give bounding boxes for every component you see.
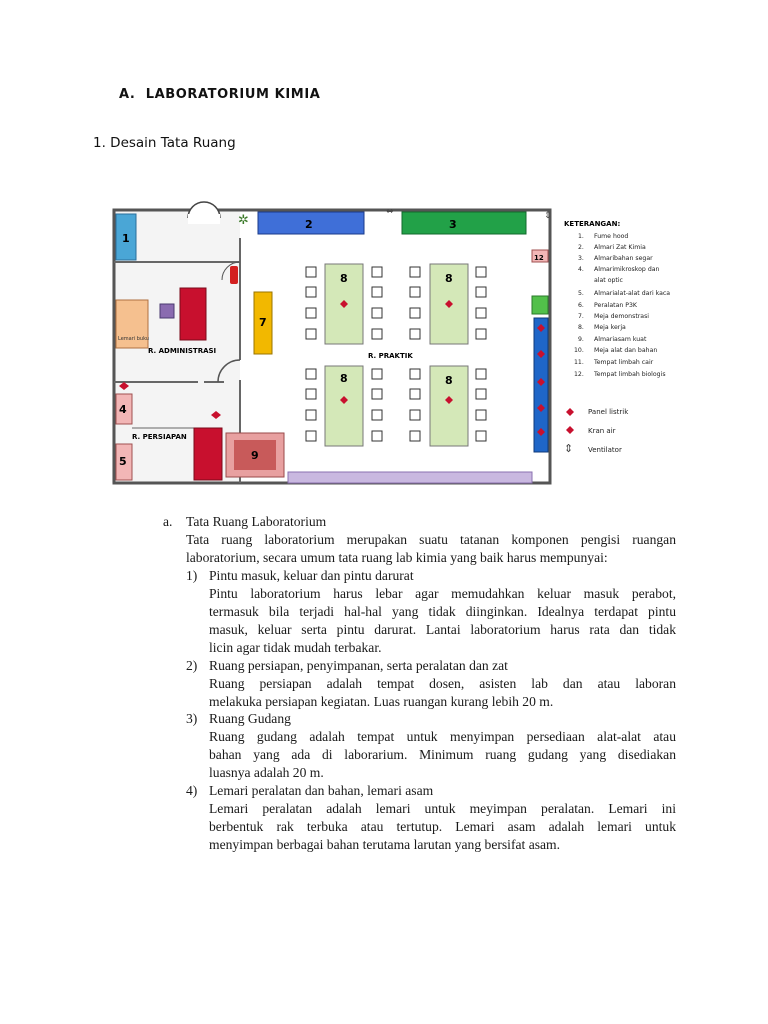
svg-text:11.: 11. bbox=[574, 359, 584, 366]
section-number: A. bbox=[119, 87, 136, 102]
item-12-label: 12 bbox=[534, 254, 544, 262]
room-persiapan-label: R. PERSIAPAN bbox=[132, 433, 187, 441]
plant-icon: ✲ bbox=[238, 213, 249, 228]
svg-text:6.: 6. bbox=[578, 302, 584, 309]
svg-text:3.: 3. bbox=[578, 255, 584, 262]
section-title: LABORATORIUM KIMIA bbox=[145, 87, 321, 102]
subsection-marker: a. bbox=[163, 514, 173, 529]
subheading: 1. Desain Tata Ruang bbox=[93, 135, 236, 151]
svg-text:8.: 8. bbox=[578, 324, 584, 331]
panel-legend-label: Panel listrik bbox=[588, 408, 629, 416]
svg-text:10.: 10. bbox=[574, 347, 584, 354]
item-1-title: Pintu masuk, keluar dan pintu darurat bbox=[209, 568, 414, 583]
item-1-line: Pintu laboratorium harus lebar agar memudahkan keluar masuk perabot, bbox=[209, 586, 676, 601]
svg-text:8: 8 bbox=[340, 272, 348, 285]
kran-legend-label: Kran air bbox=[588, 427, 616, 435]
acid-cabinet-red bbox=[194, 428, 222, 480]
svg-text:2.: 2. bbox=[578, 244, 584, 251]
item-2-label: 2 bbox=[305, 218, 313, 231]
item-11-liquid-waste bbox=[532, 296, 548, 314]
item-2-line: melakuka persiapan kegiatan. Luas ruangan kurang lebih 20 m. bbox=[209, 694, 554, 709]
svg-text:9.: 9. bbox=[578, 336, 584, 343]
item-1-line: termasuk bila terjadi hal-hal yang tidak diinginkan. Idealnya terdapat pintu bbox=[209, 604, 676, 619]
ventilator-icon: ⇔ bbox=[386, 207, 394, 217]
legend-list bbox=[574, 233, 670, 378]
item-1-line: licin agar tidak mudah terbakar. bbox=[209, 640, 382, 655]
intro-line-1: Tata ruang laboratorium merupakan suatu tatanan komponen pengisi ruangan bbox=[186, 532, 676, 547]
ventilator-legend-label: Ventilator bbox=[588, 446, 622, 454]
svg-text:Meja kerja: Meja kerja bbox=[594, 324, 626, 331]
bottom-shelf bbox=[288, 472, 532, 483]
item-2-marker: 2) bbox=[186, 658, 198, 673]
subsection-title: Tata Ruang Laboratorium bbox=[186, 514, 327, 529]
svg-text:Tempat limbah cair: Tempat limbah cair bbox=[594, 359, 654, 366]
item-1-marker: 1) bbox=[186, 568, 198, 583]
item-9-label: 9 bbox=[251, 449, 259, 462]
intro-line-2: laboratorium, secara umum tata ruang lab kimia yang baik harus mempunyai: bbox=[186, 550, 608, 565]
item-2-line: Ruang persiapan adalah tempat dosen, asisten lab dan atau laboran bbox=[209, 676, 676, 691]
svg-text:Almariasam kuat: Almariasam kuat bbox=[594, 336, 647, 343]
item-3-label: 3 bbox=[449, 218, 457, 231]
item-3-title: Ruang Gudang bbox=[209, 711, 291, 726]
item-3-line: Ruang gudang adalah tempat untuk menyimpan persediaan alat-alat atau bbox=[209, 729, 676, 744]
svg-text:7.: 7. bbox=[578, 313, 584, 320]
item-2-title: Ruang persiapan, penyimpanan, serta peralatan dan zat bbox=[209, 658, 508, 673]
item-3-line: bahan yang ada di laborarium. Minimum ruang gudang yang disediakan bbox=[209, 747, 676, 762]
item-4-line: Lemari peralatan adalah lemari untuk meyimpan peralatan. Lemari ini bbox=[209, 801, 676, 816]
admin-desk bbox=[180, 288, 206, 340]
bookshelf-label: Lemari buku bbox=[118, 336, 149, 342]
svg-text:Almaribahan segar: Almaribahan segar bbox=[594, 255, 653, 262]
item-1-label: 1 bbox=[122, 232, 130, 245]
item-3-marker: 3) bbox=[186, 711, 198, 726]
item-4-marker: 4) bbox=[186, 783, 198, 798]
extinguisher-icon bbox=[230, 266, 238, 284]
svg-text:Tempat limbah biologis: Tempat limbah biologis bbox=[594, 371, 666, 378]
item-4-label: 4 bbox=[119, 403, 127, 416]
item-7-label: 7 bbox=[259, 316, 267, 329]
svg-text:Fume hood: Fume hood bbox=[594, 233, 629, 240]
svg-text:5.: 5. bbox=[578, 290, 584, 297]
ventilator-icon-2: ⇕ bbox=[544, 211, 552, 221]
svg-text:Almari Zat Kimia: Almari Zat Kimia bbox=[594, 244, 646, 251]
item-3-line: luasnya adalah 20 m. bbox=[209, 765, 324, 780]
svg-text:12.: 12. bbox=[574, 371, 584, 378]
svg-text:Almarimikroskop dan: Almarimikroskop dan bbox=[594, 266, 660, 273]
svg-text:Meja demonstrasi: Meja demonstrasi bbox=[594, 313, 650, 320]
section-heading bbox=[119, 87, 320, 102]
svg-text:8: 8 bbox=[340, 372, 348, 385]
svg-text:alat optic: alat optic bbox=[594, 277, 623, 284]
svg-text:Almarialat-alat dari kaca: Almarialat-alat dari kaca bbox=[594, 290, 671, 297]
item-4-title: Lemari peralatan dan bahan, lemari asam bbox=[209, 783, 434, 798]
admin-chair bbox=[160, 304, 174, 318]
item-4-line: menyimpan berbagai bahan terutama larutan yang bersifat asam. bbox=[209, 837, 561, 852]
lab-floor-plan bbox=[112, 200, 671, 483]
item-3-cabinet bbox=[402, 212, 526, 234]
item-5-label: 5 bbox=[119, 455, 127, 468]
room-praktik-label: R. PRAKTIK bbox=[368, 352, 413, 360]
item-1-line: masuk, keluar serta pintu darurat. Lantai laboratorium harus rata dan tidak bbox=[209, 622, 676, 637]
legend-title: KETERANGAN: bbox=[564, 220, 621, 228]
svg-text:4.: 4. bbox=[578, 266, 584, 273]
svg-text:8: 8 bbox=[445, 374, 453, 387]
ventilator-legend-icon: ⇕ bbox=[564, 442, 574, 455]
svg-text:1.: 1. bbox=[578, 233, 584, 240]
item-4-line: berbentuk rak terbuka atau tertutup. Lemari asam adalah lemari untuk bbox=[209, 819, 676, 834]
svg-text:Peralatan P3K: Peralatan P3K bbox=[594, 302, 637, 309]
room-admin-label: R. ADMINISTRASI bbox=[148, 347, 217, 355]
svg-text:Meja alat dan bahan: Meja alat dan bahan bbox=[594, 347, 658, 354]
svg-text:8: 8 bbox=[445, 272, 453, 285]
